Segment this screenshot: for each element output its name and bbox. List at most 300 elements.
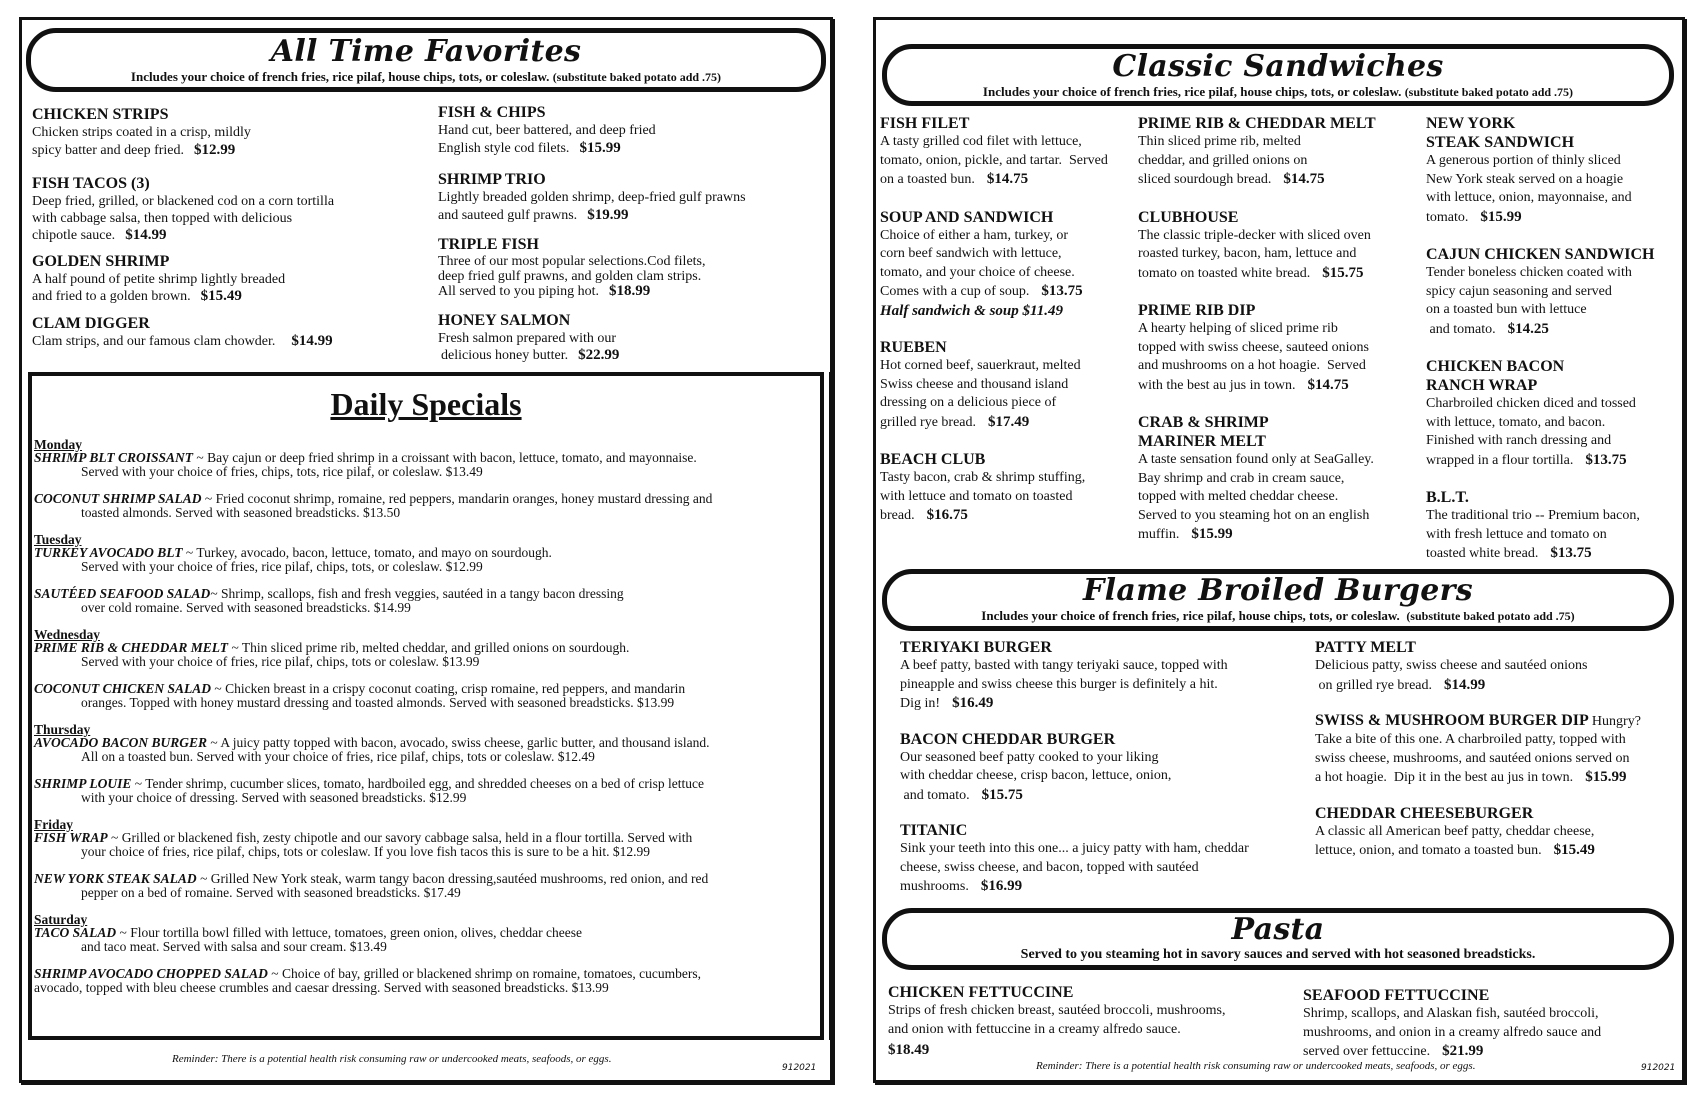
menu-item-cajun-chicken-sandwich bbox=[1426, 245, 1676, 339]
item-name-text: CHEDDAR CHEESEBURGER bbox=[1315, 804, 1534, 822]
special-description: ~ Tender shrimp, cucumber slices, tomato, hardboiled egg, and shredded cheeses on a bed of crisp lettuce bbox=[131, 776, 704, 791]
special-description: ~ Grilled or blackened fish, zesty chipotle and our savory cabbage salsa, held in a flour tortilla. Served with bbox=[107, 830, 693, 845]
description-text: with lettuce, onion, mayonnaise, and bbox=[1426, 190, 1632, 205]
item-description bbox=[1138, 264, 1408, 284]
description-text: A generous portion of thinly sliced bbox=[1426, 153, 1621, 168]
menu-code: 912021 bbox=[782, 1063, 817, 1073]
menu-item-beach-club bbox=[880, 450, 1135, 526]
special-name: TACO SALAD bbox=[34, 925, 117, 940]
price: $22.99 bbox=[578, 347, 620, 363]
description-text: A classic all American beef patty, cheddar cheese, bbox=[1315, 823, 1595, 839]
description-text: served over fettuccine. bbox=[1303, 1044, 1431, 1059]
description-text: and mushrooms on a hot hoagie. Served bbox=[1138, 358, 1366, 373]
special-name: SAUTÉED SEAFOOD SALAD bbox=[34, 586, 211, 601]
item-name-text: SEAFOOD FETTUCCINE bbox=[1303, 987, 1490, 1004]
special-continuation: pepper on a bed of romaine. Served with seasoned breadsticks. $17.49 bbox=[81, 885, 461, 900]
item-description bbox=[1315, 750, 1675, 769]
item-name-text: B.L.T. bbox=[1426, 489, 1469, 506]
day-group-friday bbox=[34, 818, 814, 900]
description-text: and tomato. bbox=[1426, 321, 1496, 337]
menu-item-fish-chips: FISH & CHIPS Hand cut, beer battered, and deep fried English style cod filets. $15.99 bbox=[438, 104, 656, 156]
item-name-text: TERIYAKI BURGER bbox=[900, 639, 1052, 656]
price: $16.99 bbox=[980, 878, 1023, 894]
special-description: ~ Bay cajun or deep fried shrimp in a croissant with bacon, lettuce, tomato, and mayonnaise. bbox=[193, 450, 697, 465]
item-name-text: TITANIC bbox=[900, 822, 968, 839]
price: $15.49 bbox=[1553, 842, 1595, 858]
price: $16.75 bbox=[926, 507, 968, 523]
section-subtitle: Includes your choice of french fries, rice pilaf, house chips, tots, or coleslaw. (substitute baked potato add .75) bbox=[982, 84, 1574, 99]
description-text: Thin sliced prime rib, melted bbox=[1138, 134, 1301, 149]
description-text: with lettuce, tomato, and bacon. bbox=[1426, 414, 1606, 430]
description-text: sliced sourdough bread. bbox=[1138, 172, 1272, 187]
special-line bbox=[34, 872, 814, 886]
item-description bbox=[1426, 507, 1676, 526]
item-description: and onion with fettuccine in a creamy alfredo sauce. bbox=[888, 1021, 1181, 1037]
menu-item-honey-salmon: HONEY SALMON Fresh salmon prepared with our delicious honey butter. $22.99 bbox=[438, 312, 620, 363]
special-continuation: with your choice of dressing. Served with seasoned breadsticks. $12.99 bbox=[81, 790, 467, 805]
special-name: SHRIMP LOUIE bbox=[34, 776, 132, 791]
day-label: Monday bbox=[34, 437, 83, 452]
right-menu-page bbox=[873, 17, 1685, 1083]
special-name: SHRIMP AVOCADO CHOPPED SALAD bbox=[34, 966, 268, 981]
price: $15.99 bbox=[1191, 526, 1233, 542]
price: $14.99 bbox=[1444, 676, 1486, 693]
menu-item-titanic bbox=[900, 821, 1300, 897]
price: $13.75 bbox=[1041, 283, 1083, 299]
menu-code: 912021 bbox=[1641, 1063, 1676, 1073]
special-continuation: oranges. Topped with honey mustard dressing and toasted almonds. Served with seasoned breadsticks. $13.99 bbox=[81, 695, 675, 710]
description-text: spicy cajun seasoning and served bbox=[1426, 283, 1612, 299]
item-description bbox=[1303, 1005, 1673, 1024]
item-name-text: BEACH CLUB bbox=[880, 451, 986, 468]
special-item bbox=[34, 831, 814, 859]
item-name-suffix: Hungry? bbox=[1591, 714, 1641, 729]
item-description bbox=[900, 786, 1300, 806]
description-text: cheddar, and grilled onions on bbox=[1138, 152, 1308, 168]
special-item bbox=[34, 926, 814, 954]
description-text: with cheddar cheese, crisp bacon, lettuce, onion, bbox=[900, 768, 1172, 783]
item-name-text: SOUP AND SANDWICH bbox=[880, 208, 1054, 226]
menu-item-shrimp-trio: SHRIMP TRIO Lightly breaded golden shrimp, deep-fried gulf prawns and sauteed gulf prawns. $19.99 bbox=[438, 171, 746, 223]
day-group-saturday bbox=[34, 913, 814, 995]
item-description bbox=[900, 877, 1300, 897]
special-continuation: avocado, topped with bleu cheese crumbles and caesar dressing. Served with seasoned breadsticks. $13.99 bbox=[34, 980, 609, 995]
item-description bbox=[1426, 451, 1676, 471]
item-name-text: PRIME RIB & CHEDDAR MELT bbox=[1138, 115, 1376, 132]
item-name bbox=[900, 730, 1300, 749]
item-description bbox=[1426, 395, 1676, 414]
menu-item-swiss-mushroom-burger-dip bbox=[1315, 711, 1675, 788]
description-text: pineapple and swiss cheese this burger is definitely a hit. bbox=[900, 676, 1218, 692]
special-line bbox=[34, 587, 814, 601]
half-sandwich-option: Half sandwich & soup $11.49 bbox=[880, 302, 1063, 319]
daily-specials-title: Daily Specials bbox=[330, 386, 522, 422]
burgers-column-1 bbox=[900, 638, 1300, 897]
description-text: corn beef sandwich with lettuce, bbox=[880, 246, 1062, 261]
item-name bbox=[1426, 245, 1676, 264]
item-description bbox=[900, 859, 1300, 878]
item-description bbox=[900, 767, 1300, 786]
menu-item-new-york-steak-sandwich bbox=[1426, 114, 1676, 227]
description-text: mushrooms. bbox=[900, 879, 969, 894]
day-label: Saturday bbox=[34, 912, 88, 927]
section-title: Pasta bbox=[1231, 912, 1325, 947]
special-description: ~ Thin sliced prime rib, melted cheddar, and grilled onions on sourdough. bbox=[228, 640, 630, 655]
pasta-header bbox=[882, 908, 1674, 970]
item-description bbox=[880, 376, 1135, 395]
description-text: A beef patty, basted with tangy teriyaki sauce, topped with bbox=[900, 658, 1228, 673]
daily-specials-box bbox=[28, 372, 824, 1040]
price: $14.75 bbox=[986, 171, 1029, 187]
special-description: ~ Chicken breast in a crispy coconut coating, crisp romaine, red peppers, and mandarin bbox=[211, 681, 686, 696]
item-description bbox=[900, 694, 1300, 714]
special-name: PRIME RIB & CHEDDAR MELT bbox=[34, 640, 229, 655]
item-name bbox=[1138, 114, 1408, 133]
description-text: dressing on a delicious piece of bbox=[880, 395, 1057, 410]
description-text: Swiss cheese and thousand island bbox=[880, 376, 1069, 392]
menu-item-chicken-bacon-ranch-wrap bbox=[1426, 357, 1676, 470]
item-description bbox=[1426, 152, 1676, 171]
special-line bbox=[34, 451, 814, 465]
item-name-text: PATTY MELT bbox=[1315, 639, 1416, 656]
item-name bbox=[900, 821, 1300, 840]
menu-item-b-l-t bbox=[1426, 488, 1676, 564]
special-line bbox=[34, 926, 814, 940]
description-text: Shrimp, scallops, and Alaskan fish, sautéed broccoli, bbox=[1303, 1006, 1599, 1021]
item-description bbox=[1426, 544, 1676, 564]
item-name bbox=[1426, 357, 1676, 376]
special-line bbox=[34, 641, 814, 655]
description-text: a hot hoagie. Dip it in the best au jus in town. bbox=[1315, 770, 1574, 785]
price: $15.99 bbox=[579, 140, 621, 156]
all-time-favorites-header bbox=[26, 28, 826, 92]
sandwiches-column-3 bbox=[1426, 114, 1676, 564]
description-text: swiss cheese, mushrooms, and sautéed onions served on bbox=[1315, 750, 1630, 766]
item-description bbox=[1315, 768, 1675, 788]
item-name bbox=[1315, 711, 1675, 731]
description-text: lettuce, onion, and tomato a toasted bun. bbox=[1315, 843, 1542, 858]
price: $14.99 bbox=[291, 333, 333, 349]
description-text: A taste sensation found only at SeaGalley. bbox=[1138, 452, 1374, 467]
description-text: The traditional trio -- Premium bacon, bbox=[1426, 508, 1640, 523]
description-text: Our seasoned beef patty cooked to your liking bbox=[900, 749, 1159, 765]
day-label: Wednesday bbox=[34, 627, 101, 642]
description-text: topped with swiss cheese, sauteed onions bbox=[1138, 339, 1369, 355]
special-name: AVOCADO BACON BURGER bbox=[34, 735, 208, 750]
item-description bbox=[1426, 320, 1676, 340]
special-line bbox=[34, 492, 814, 506]
special-item bbox=[34, 546, 814, 574]
item-name bbox=[1315, 638, 1675, 657]
item-name bbox=[1138, 208, 1408, 227]
item-description bbox=[1138, 152, 1408, 171]
description-text: and tomato. bbox=[900, 787, 970, 803]
item-name bbox=[900, 638, 1300, 657]
item-name-text: CLUBHOUSE bbox=[1138, 208, 1239, 226]
description-text: tomato. bbox=[1426, 209, 1469, 225]
burgers-column-2 bbox=[1315, 638, 1675, 861]
special-continuation: Served with your choice of fries, chips, tots, rice pilaf, or coleslaw. $13.49 bbox=[81, 464, 483, 479]
item-name-text: CAJUN CHICKEN SANDWICH bbox=[1426, 246, 1655, 263]
item-description bbox=[1138, 339, 1408, 358]
day-group-wednesday bbox=[34, 628, 814, 710]
menu-item-prime-rib-cheddar-melt bbox=[1138, 114, 1408, 190]
description-text: Tender boneless chicken coated with bbox=[1426, 265, 1632, 280]
special-item bbox=[34, 872, 814, 900]
day-label: Tuesday bbox=[34, 532, 82, 547]
special-line bbox=[34, 831, 814, 845]
menu-item-crab-shrimp-mariner-melt bbox=[1138, 413, 1408, 545]
menu-item-seafood-fettuccine bbox=[1303, 986, 1673, 1062]
item-description bbox=[1138, 227, 1408, 246]
section-subtitle: Includes your choice of french fries, rice pilaf, house chips, tots, or coleslaw. (substitute baked potato add .75) bbox=[981, 608, 1575, 623]
price: $15.75 bbox=[981, 786, 1023, 803]
description-text: wrapped in a flour tortilla. bbox=[1426, 452, 1574, 468]
section-subtitle: Includes your choice of french fries, rice pilaf, house chips, tots, or coleslaw. (substitute baked potato add .75) bbox=[130, 69, 722, 84]
special-continuation: Served with your choice of fries, rice pilaf, chips, tots or coleslaw. $13.99 bbox=[81, 654, 480, 669]
item-description bbox=[880, 264, 1135, 283]
special-item bbox=[34, 587, 814, 615]
item-description bbox=[1303, 1042, 1673, 1062]
item-description: Strips of fresh chicken breast, sautéed broccoli, mushrooms, bbox=[888, 1003, 1226, 1018]
item-name bbox=[880, 338, 1135, 357]
item-name-text: SWISS & MUSHROOM BURGER DIP bbox=[1315, 712, 1588, 729]
menu-item-chicken-strips: CHICKEN STRIPS Chicken strips coated in a crisp, mildly spicy batter and deep fried. $12.99 bbox=[32, 106, 251, 158]
item-description bbox=[1138, 525, 1408, 545]
menu-item-patty-melt bbox=[1315, 638, 1675, 695]
price: $21.99 bbox=[1442, 1043, 1484, 1059]
item-description bbox=[1426, 189, 1676, 208]
item-description bbox=[1138, 245, 1408, 264]
description-text: with the best au jus in town. bbox=[1138, 377, 1296, 393]
item-description bbox=[880, 245, 1135, 264]
section-title: Flame Broiled Burgers bbox=[1083, 573, 1473, 608]
description-text: Delicious patty, swiss cheese and sautéed onions bbox=[1315, 658, 1588, 673]
description-text: tomato on toasted white bread. bbox=[1138, 265, 1311, 281]
item-description bbox=[1315, 657, 1675, 676]
description-text: Take a bite of this one. A charbroiled patty, topped with bbox=[1315, 732, 1626, 747]
day-group-tuesday bbox=[34, 533, 814, 615]
item-name-text: CHICKEN BACON bbox=[1426, 358, 1565, 375]
section-title: All Time Favorites bbox=[270, 34, 582, 69]
description-text: Charbroiled chicken diced and tossed bbox=[1426, 396, 1636, 411]
description-text: Finished with ranch dressing and bbox=[1426, 433, 1612, 448]
special-line bbox=[34, 546, 814, 560]
day-group-monday bbox=[34, 438, 814, 520]
price: $14.99 bbox=[125, 227, 167, 243]
price: $18.99 bbox=[609, 283, 651, 299]
item-name bbox=[1426, 488, 1676, 507]
special-continuation: and taco meat. Served with salsa and sour cream. $13.49 bbox=[81, 939, 387, 954]
description-text: Served to you steaming hot on an english bbox=[1138, 507, 1370, 523]
item-description bbox=[1303, 1024, 1673, 1043]
item-description bbox=[1315, 823, 1675, 842]
description-text: Dig in! bbox=[900, 696, 941, 711]
day-label: Friday bbox=[34, 817, 73, 832]
item-description bbox=[880, 152, 1135, 171]
description-text: cheese, swiss cheese, and bacon, topped with sautéed bbox=[900, 859, 1199, 875]
price: $15.49 bbox=[200, 288, 242, 304]
special-item bbox=[34, 492, 814, 520]
item-name bbox=[1315, 804, 1675, 823]
item-name bbox=[880, 208, 1135, 227]
section-subtitle: Served to you steaming hot in savory sauces and served with hot seasoned breadsticks. bbox=[1020, 947, 1536, 962]
sandwiches-column-2 bbox=[1138, 114, 1408, 545]
item-name bbox=[1138, 301, 1408, 320]
description-text: A hearty helping of sliced prime rib bbox=[1138, 321, 1338, 336]
item-description bbox=[1426, 171, 1676, 190]
menu-item-fish-tacos: FISH TACOS (3) Deep fried, grilled, or blackened cod on a corn tortilla with cabbage salsa, then topped with delicious chipotle sauce. $14.99 bbox=[32, 175, 335, 243]
special-item bbox=[34, 967, 814, 995]
description-text: tomato, onion, pickle, and tartar. Served bbox=[880, 152, 1108, 168]
item-description bbox=[900, 657, 1300, 676]
menu-item-rueben bbox=[880, 338, 1135, 432]
description-text: Choice of either a ham, turkey, or bbox=[880, 227, 1069, 243]
item-description bbox=[1138, 133, 1408, 152]
special-item bbox=[34, 641, 814, 669]
price: $12.99 bbox=[194, 142, 236, 158]
description-text: Comes with a cup of soup. bbox=[880, 284, 1030, 299]
item-description bbox=[1138, 507, 1408, 526]
menu-item-fish-filet bbox=[880, 114, 1135, 190]
burgers-header bbox=[882, 569, 1674, 631]
description-text: New York steak served on a hoagie bbox=[1426, 171, 1624, 187]
description-text: mushrooms, and onion in a creamy alfredo sauce and bbox=[1303, 1024, 1602, 1040]
item-description bbox=[880, 488, 1135, 507]
item-description bbox=[1426, 264, 1676, 283]
health-reminder: Reminder: There is a potential health risk consuming raw or undercooked meats, seafoods, or eggs. bbox=[172, 1053, 612, 1065]
pasta-column-1 bbox=[888, 983, 1268, 1060]
description-text: tomato, and your choice of cheese. bbox=[880, 264, 1075, 280]
special-item bbox=[34, 682, 814, 710]
item-description bbox=[880, 170, 1135, 190]
description-text: muffin. bbox=[1138, 527, 1180, 542]
item-name-line2: MARINER MELT bbox=[1138, 433, 1266, 450]
item-name-text: PRIME RIB DIP bbox=[1138, 302, 1256, 319]
daily-specials-list bbox=[34, 438, 814, 1008]
price: $19.99 bbox=[587, 207, 629, 223]
day-group-thursday bbox=[34, 723, 814, 805]
price: $15.99 bbox=[1585, 769, 1627, 785]
item-description bbox=[900, 840, 1300, 859]
description-text: Sink your teeth into this one... a juicy patty with ham, cheddar bbox=[900, 841, 1249, 856]
menu-item-cheddar-cheeseburger bbox=[1315, 804, 1675, 861]
item-description bbox=[1426, 432, 1676, 451]
special-continuation: your choice of fries, rice pilaf, chips, tots or coleslaw. If you love fish tacos this is sure to be a hit. $12.99 bbox=[81, 844, 650, 859]
description-text: on a toasted bun with lettuce bbox=[1426, 302, 1587, 317]
special-item bbox=[34, 736, 814, 764]
special-line bbox=[34, 682, 814, 696]
item-name-line2: STEAK SANDWICH bbox=[1426, 134, 1575, 151]
item-description bbox=[1138, 376, 1408, 396]
item-name: CHICKEN FETTUCCINE bbox=[888, 984, 1074, 1001]
special-description: ~ A juicy patty topped with bacon, avocado, swiss cheese, garlic butter, and thousand island. bbox=[207, 735, 710, 750]
description-text: Bay shrimp and crab in cream sauce, bbox=[1138, 470, 1345, 486]
left-menu-page bbox=[19, 17, 833, 1083]
item-description bbox=[1315, 731, 1675, 750]
item-name bbox=[1138, 413, 1408, 432]
menu-item-prime-rib-dip bbox=[1138, 301, 1408, 395]
health-reminder: Reminder: There is a potential health risk consuming raw or undercooked meats, seafoods, or eggs. bbox=[1036, 1060, 1476, 1072]
special-description: ~ Choice of bay, grilled or blackened shrimp on romaine, tomatoes, cucumbers, bbox=[267, 966, 701, 981]
special-line bbox=[34, 967, 814, 981]
item-description bbox=[1315, 841, 1675, 861]
item-description bbox=[1426, 301, 1676, 320]
section-title: Classic Sandwiches bbox=[1112, 49, 1444, 84]
item-name-text: RUEBEN bbox=[880, 339, 947, 356]
menu-item-golden-shrimp: GOLDEN SHRIMP A half pound of petite shrimp lightly breaded and fried to a golden brown. $15.49 bbox=[32, 253, 286, 304]
item-name-text: CRAB & SHRIMP bbox=[1138, 414, 1269, 431]
description-text: roasted turkey, bacon, ham, lettuce and bbox=[1138, 246, 1357, 261]
menu-item-bacon-cheddar-burger bbox=[900, 730, 1300, 806]
item-description bbox=[1138, 488, 1408, 507]
item-description bbox=[1138, 470, 1408, 489]
menu-item-chicken-fettuccine bbox=[888, 983, 1268, 1060]
item-description bbox=[880, 469, 1135, 488]
description-text: A tasty grilled cod filet with lettuce, bbox=[880, 134, 1082, 149]
price: $13.75 bbox=[1550, 545, 1592, 561]
special-continuation: All on a toasted bun. Served with your choice of fries, rice pilaf, chips, tots or coleslaw. $12.49 bbox=[81, 749, 595, 764]
description-text: with fresh lettuce and tomato on bbox=[1426, 526, 1607, 542]
item-description bbox=[880, 282, 1135, 302]
day-label: Thursday bbox=[34, 722, 91, 737]
item-description bbox=[1138, 357, 1408, 376]
price: $14.75 bbox=[1283, 171, 1325, 187]
item-description bbox=[880, 133, 1135, 152]
item-description bbox=[1426, 526, 1676, 545]
special-description: ~ Fried coconut shrimp, romaine, red peppers, mandarin oranges, honey mustard dressing and bbox=[201, 491, 713, 506]
item-description bbox=[900, 676, 1300, 695]
special-continuation: Served with your choice of fries, rice pilaf, chips, tots, or coleslaw. $12.99 bbox=[81, 559, 483, 574]
item-description bbox=[880, 506, 1135, 526]
price: $14.75 bbox=[1307, 376, 1349, 393]
special-description: ~ Turkey, avocado, bacon, lettuce, tomato, and mayo on sourdough. bbox=[182, 545, 552, 560]
classic-sandwiches-header bbox=[882, 44, 1674, 106]
special-name: COCONUT CHICKEN SALAD bbox=[34, 681, 212, 696]
special-continuation: over cold romaine. Served with seasoned breadsticks. $14.99 bbox=[81, 600, 411, 615]
special-name: NEW YORK STEAK SALAD bbox=[34, 871, 197, 886]
description-text: Tasty bacon, crab & shrimp stuffing, bbox=[880, 470, 1086, 485]
item-name bbox=[1426, 114, 1676, 133]
description-text: on a toasted bun. bbox=[880, 172, 975, 187]
description-text: on grilled rye bread. bbox=[1315, 677, 1433, 693]
menu-item-clubhouse bbox=[1138, 208, 1408, 284]
special-description: ~ Shrimp, scallops, fish and fresh veggies, sautéed in a tangy bacon dressing bbox=[210, 586, 624, 601]
item-description bbox=[1426, 208, 1676, 228]
description-text: Hot corned beef, sauerkraut, melted bbox=[880, 358, 1081, 373]
description-text: with lettuce and tomato on toasted bbox=[880, 488, 1073, 504]
menu-item-triple-fish: TRIPLE FISH Three of our most popular selections.Cod filets, deep fried gulf prawns, and golden clam strips. All served to you piping hot. $18.99 bbox=[438, 236, 706, 299]
special-line bbox=[34, 736, 814, 750]
item-description bbox=[880, 357, 1135, 376]
item-description bbox=[1138, 451, 1408, 470]
item-name bbox=[1303, 986, 1673, 1005]
menu-item-soup-and-sandwich bbox=[880, 208, 1135, 321]
pasta-column-2 bbox=[1303, 986, 1673, 1062]
price: $17.49 bbox=[988, 413, 1030, 430]
item-name bbox=[880, 450, 1135, 469]
item-name-text: NEW YORK bbox=[1426, 115, 1516, 132]
item-description bbox=[1315, 676, 1675, 696]
description-text: topped with melted cheddar cheese. bbox=[1138, 489, 1339, 504]
price: $14.25 bbox=[1507, 320, 1549, 337]
description-text: The classic triple-decker with sliced oven bbox=[1138, 227, 1371, 243]
description-text: bread. bbox=[880, 508, 915, 523]
item-description bbox=[1138, 170, 1408, 190]
special-name: FISH WRAP bbox=[34, 830, 108, 845]
special-name: COCONUT SHRIMP SALAD bbox=[34, 491, 202, 506]
price: $15.99 bbox=[1480, 208, 1522, 225]
